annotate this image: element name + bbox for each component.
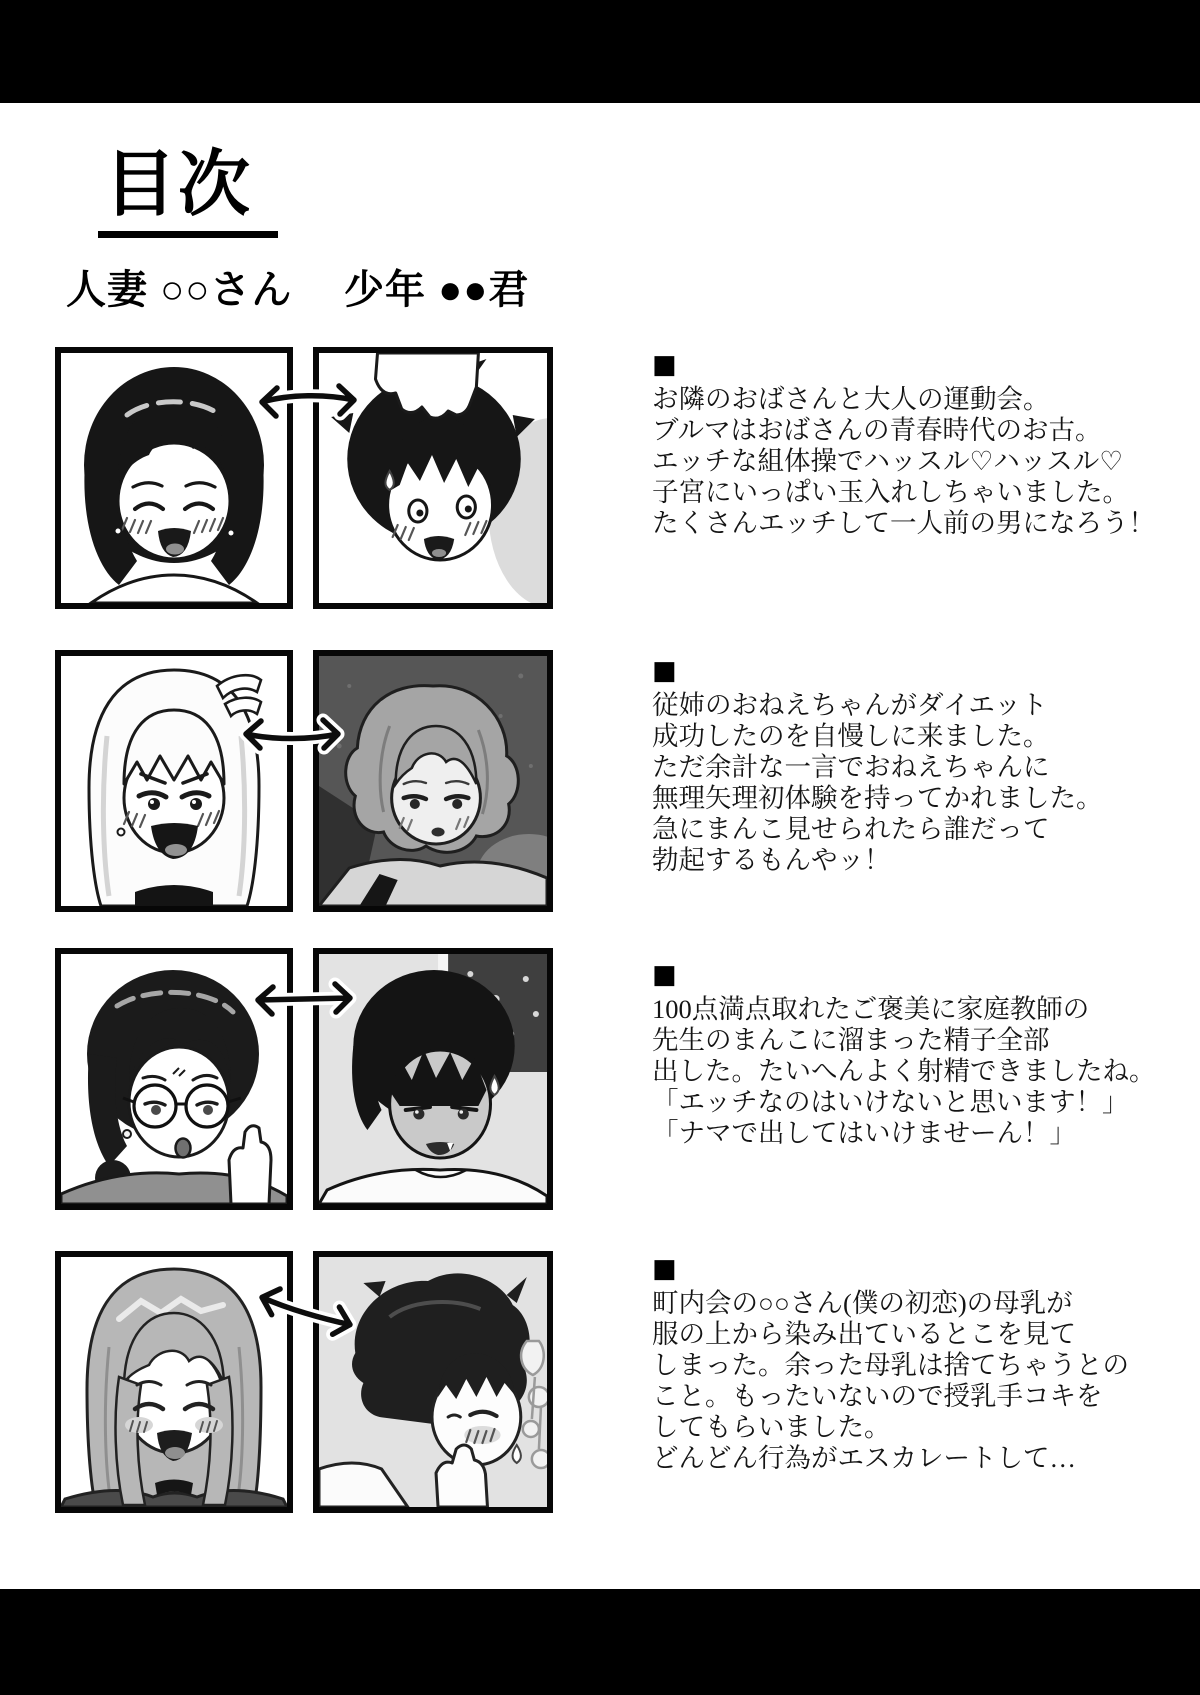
toc-entry-2 [652,658,1172,876]
cousin-portrait-illustration [319,656,547,906]
entry-text-line: してもらいました。 [652,1412,891,1442]
bottom-black-band [0,1589,1200,1695]
toc-entry-1 [652,352,1172,539]
swap-arrow-icon-row3 [246,976,362,1022]
entry-text-line: 「エッチなのはいけないと思います！」 [652,1087,1129,1117]
top-black-band [0,0,1200,103]
entry-text-line: お隣のおばさんと大人の運動会。 [652,384,1050,414]
portrait-frame-row2-wife [55,650,293,912]
nursing-boy-portrait-illustration [319,1257,547,1507]
column-header-boy: 少年 ●●君 [344,268,530,312]
entry-text-line: ただ余計な一言でおねえちゃんに [652,752,1050,782]
entry-text-line: 先生のまんこに溜まった精子全部 [652,1025,1050,1055]
entry-text [652,384,1172,539]
entry-text-line: たくさんエッチして一人前の男になろう！ [652,508,1155,538]
entry-text-line: こと。もったいないので授乳手コキを [652,1381,1103,1411]
entry-text-line: しまった。余った母乳は捨てちゃうとの [652,1350,1129,1380]
entry-text [652,1288,1172,1474]
entry-text-line: ブルマはおばさんの青春時代のお古。 [652,415,1102,445]
entry-text-line: 急にまんこ見せられたら誰だって [652,814,1050,844]
swap-arrow-icon-row1 [250,376,366,422]
entry-text-line: 無理矢理初体験を持ってかれました。 [652,783,1103,813]
entry-text [652,994,1172,1149]
entry-text-line: 勃起するもんやッ！ [652,845,891,875]
entry-text-line: 従姉のおねえちゃんがダイエット [652,690,1048,720]
toc-entry-4 [652,1256,1172,1474]
entry-text [652,690,1172,876]
entry-text-line: 服の上から染み出ているとこを見て [652,1319,1076,1349]
entry-text-line: 100点満点取れたご褒美に家庭教師の [652,994,1090,1024]
entry-text-line: 町内会の○○さん(僕の初恋)の母乳が [652,1288,1073,1318]
column-header-wife: 人妻 ○○さん [66,268,293,312]
portrait-frame-row2-boy [313,650,553,912]
swap-arrow-icon-row2 [234,712,350,758]
entry-text-line: どんどん行為がエスカレートして… [652,1443,1076,1473]
entry-bullet: ■ [652,350,677,380]
wife2-portrait-illustration [61,656,287,906]
entry-text-line: 成功したのを自慢しに来ました。 [652,721,1050,751]
entry-text-line: 出した。たいへんよく射精できましたね。 [652,1056,1156,1086]
entry-bullet: ■ [652,960,677,990]
page-title: 目次 [98,146,278,238]
entry-bullet: ■ [652,1254,677,1284]
toc-entry-3 [652,962,1172,1149]
entry-bullet: ■ [652,656,677,686]
entry-text-line: 「ナマで出してはいけませーん！」 [652,1118,1076,1148]
entry-text-line: エッチな組体操でハッスル♡ハッスル♡ [652,446,1123,476]
portrait-frame-row4-boy [313,1251,553,1513]
entry-text-line: 子宮にいっぱい玉入れしちゃいました。 [652,477,1129,507]
